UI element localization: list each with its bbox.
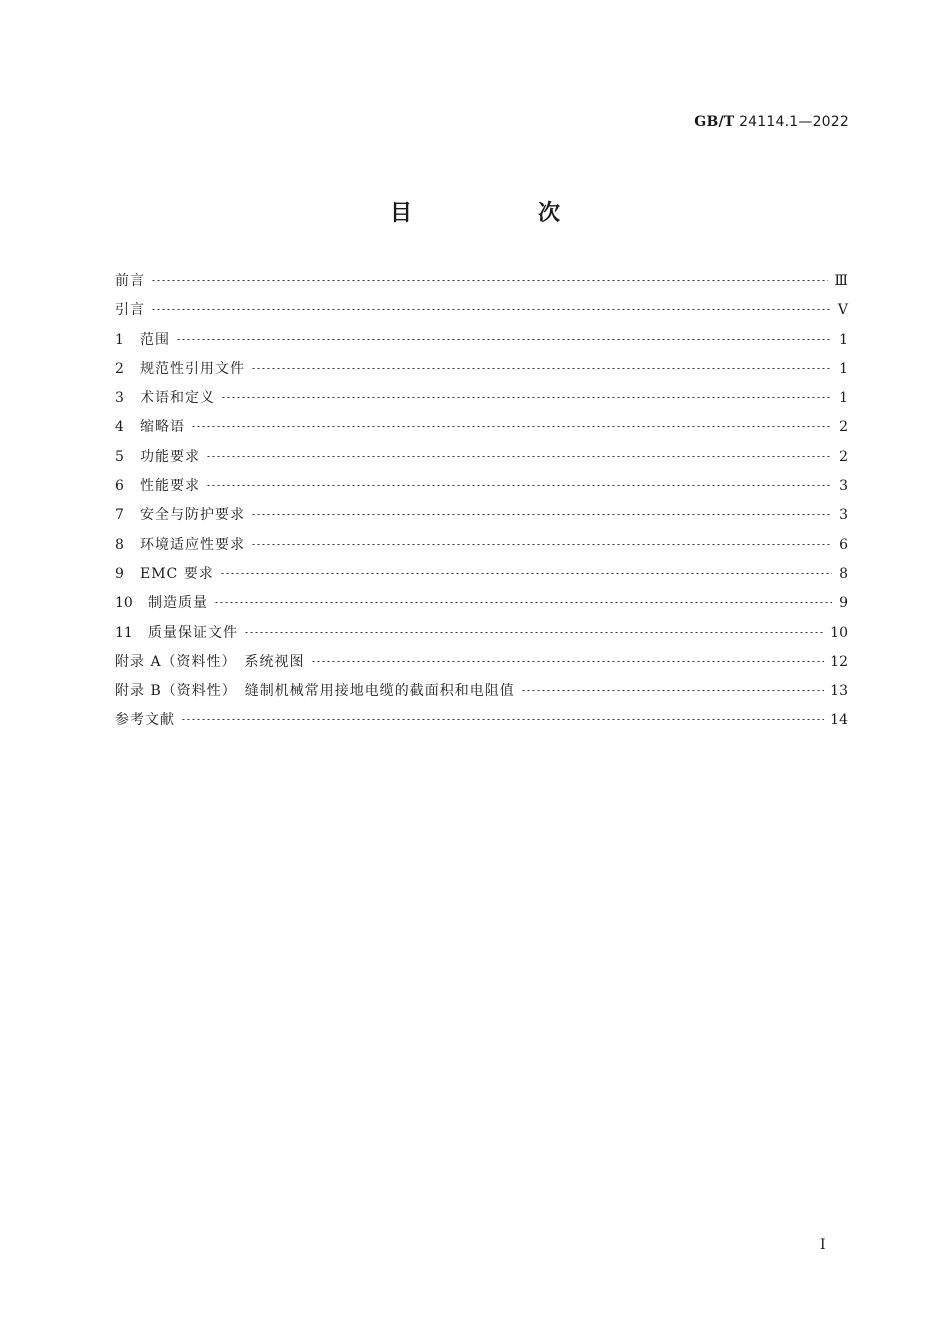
toc-entry-2[interactable]: [115, 358, 848, 387]
toc-leader: [176, 339, 832, 340]
toc-entry-1[interactable]: [115, 329, 848, 358]
toc-entry-appendix-b[interactable]: [115, 680, 848, 709]
toc-leader: [151, 309, 832, 310]
toc-label: 质量保证文件: [148, 624, 238, 641]
toc-page: 3: [839, 478, 848, 495]
toc-number: 10: [115, 595, 133, 612]
toc-label: EMC 要求: [140, 565, 214, 582]
toc-entry-5[interactable]: [115, 446, 848, 475]
toc-leader: [181, 719, 824, 720]
toc-entry-7[interactable]: [115, 504, 848, 533]
toc-number: 9: [115, 565, 124, 582]
toc-page: 13: [830, 683, 848, 700]
toc-page: 1: [839, 360, 848, 377]
toc-label: 范围: [140, 331, 170, 348]
toc-label: 环境适应性要求: [140, 536, 245, 553]
page-title: 目 次: [389, 201, 612, 226]
toc-leader: [220, 573, 832, 574]
toc-label: 附录 A（资料性） 系统视图: [115, 653, 305, 670]
toc-entry-8[interactable]: [115, 534, 848, 563]
toc-number: 5: [115, 448, 124, 465]
toc-label: 性能要求: [140, 478, 200, 495]
toc-page: 1: [839, 390, 848, 407]
toc-label: 引言: [115, 302, 145, 319]
toc-leader: [206, 456, 832, 457]
toc-entry-bibliography[interactable]: [115, 709, 848, 738]
toc-page: Ⅴ: [837, 302, 848, 319]
document-code-prefix: GB/T: [694, 114, 735, 130]
toc-leader: [214, 602, 832, 603]
toc-number: 1: [115, 331, 124, 348]
toc-leader: [206, 485, 832, 486]
toc-label: 缩略语: [140, 419, 185, 436]
toc-entry-3[interactable]: [115, 387, 848, 416]
toc-entry-11[interactable]: [115, 622, 848, 651]
toc-number: 2: [115, 360, 124, 377]
toc-number: 8: [115, 536, 124, 553]
toc-page: 2: [839, 448, 848, 465]
toc-leader: [151, 280, 828, 281]
toc-number: 3: [115, 390, 124, 407]
toc-page: 8: [839, 565, 848, 582]
toc-entry-appendix-a[interactable]: [115, 651, 848, 680]
toc-number: 11: [115, 624, 133, 641]
toc-leader: [244, 632, 824, 633]
toc-label: 规范性引用文件: [140, 360, 245, 377]
document-code: [694, 114, 849, 130]
toc-leader: [311, 661, 825, 662]
toc-entry-introduction[interactable]: [115, 299, 848, 328]
table-of-contents: [115, 270, 848, 739]
toc-entry-10[interactable]: [115, 592, 848, 621]
document-code-number: 24114.1—2022: [734, 114, 849, 130]
toc-leader: [221, 397, 832, 398]
toc-entry-6[interactable]: [115, 475, 848, 504]
toc-page: 10: [830, 624, 848, 641]
toc-page: 12: [830, 653, 848, 670]
toc-label: 参考文献: [115, 712, 175, 729]
toc-page: 14: [830, 712, 848, 729]
toc-label: 功能要求: [140, 448, 200, 465]
toc-leader: [521, 690, 824, 691]
toc-page: 9: [839, 595, 848, 612]
toc-number: 7: [115, 507, 124, 524]
toc-page: 2: [839, 419, 848, 436]
toc-page: Ⅲ: [834, 273, 848, 289]
toc-leader: [251, 544, 832, 545]
toc-page: 1: [839, 331, 848, 348]
page-number: Ⅰ: [820, 1237, 826, 1253]
toc-number: 4: [115, 419, 124, 436]
toc-leader: [251, 368, 832, 369]
toc-label: 前言: [115, 273, 145, 289]
toc-page: 3: [839, 507, 848, 524]
toc-label: 术语和定义: [140, 390, 215, 407]
toc-entry-4[interactable]: [115, 416, 848, 445]
toc-page: 6: [839, 536, 848, 553]
toc-leader: [191, 426, 832, 427]
toc-entry-foreword[interactable]: [115, 270, 848, 299]
toc-label: 附录 B（资料性） 缝制机械常用接地电缆的截面积和电阻值: [115, 683, 515, 700]
toc-number: 6: [115, 478, 124, 495]
toc-entry-9[interactable]: [115, 563, 848, 592]
toc-leader: [251, 514, 832, 515]
toc-label: 安全与防护要求: [140, 507, 245, 524]
toc-label: 制造质量: [148, 595, 208, 612]
